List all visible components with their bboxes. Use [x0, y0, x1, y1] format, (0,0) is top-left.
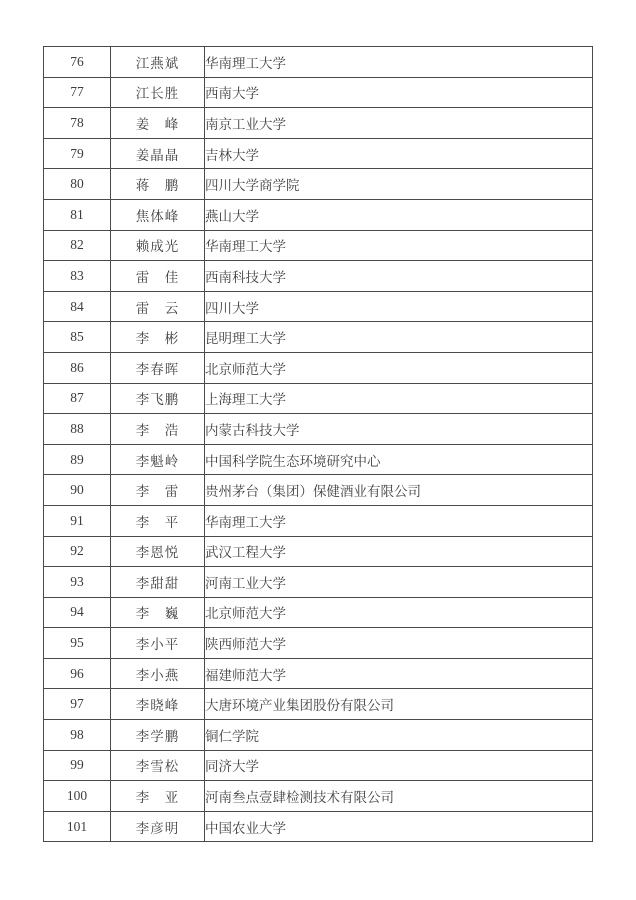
name-cell: 姜 峰: [111, 108, 205, 139]
row-number-cell: 81: [44, 199, 111, 230]
row-number-cell: 85: [44, 322, 111, 353]
table-row: [44, 505, 593, 536]
row-number-cell: 77: [44, 77, 111, 108]
table-row: [44, 628, 593, 659]
table-row: [44, 199, 593, 230]
table-row: [44, 475, 593, 506]
row-number-cell: 87: [44, 383, 111, 414]
table-row: [44, 47, 593, 78]
table-row: [44, 567, 593, 598]
table-row: [44, 261, 593, 292]
organization-cell: 四川大学商学院: [205, 169, 593, 200]
organization-cell: 贵州茅台（集团）保健酒业有限公司: [205, 475, 593, 506]
row-number-cell: 90: [44, 475, 111, 506]
table-row: [44, 77, 593, 108]
row-number-cell: 79: [44, 138, 111, 169]
row-number-cell: 95: [44, 628, 111, 659]
organization-cell: 燕山大学: [205, 199, 593, 230]
row-number-cell: 83: [44, 261, 111, 292]
name-cell: 蒋 鹏: [111, 169, 205, 200]
name-cell: 李 亚: [111, 781, 205, 812]
row-number-cell: 91: [44, 505, 111, 536]
name-cell: 李春晖: [111, 352, 205, 383]
organization-cell: 内蒙古科技大学: [205, 414, 593, 445]
name-cell: 李彦明: [111, 811, 205, 842]
table-row: [44, 108, 593, 139]
table-row: [44, 689, 593, 720]
organization-cell: 北京师范大学: [205, 597, 593, 628]
table-row: [44, 750, 593, 781]
row-number-cell: 78: [44, 108, 111, 139]
table-row: [44, 536, 593, 567]
roster-table-body: [44, 47, 593, 842]
organization-cell: 河南工业大学: [205, 567, 593, 598]
name-cell: 李晓峰: [111, 689, 205, 720]
row-number-cell: 84: [44, 291, 111, 322]
organization-cell: 华南理工大学: [205, 230, 593, 261]
name-cell: 赖成光: [111, 230, 205, 261]
organization-cell: 上海理工大学: [205, 383, 593, 414]
name-cell: 姜晶晶: [111, 138, 205, 169]
table-row: [44, 291, 593, 322]
organization-cell: 中国科学院生态环境研究中心: [205, 444, 593, 475]
row-number-cell: 89: [44, 444, 111, 475]
organization-cell: 武汉工程大学: [205, 536, 593, 567]
organization-cell: 西南大学: [205, 77, 593, 108]
row-number-cell: 101: [44, 811, 111, 842]
name-cell: 李 彬: [111, 322, 205, 353]
name-cell: 李 巍: [111, 597, 205, 628]
organization-cell: 福建师范大学: [205, 658, 593, 689]
row-number-cell: 98: [44, 720, 111, 751]
name-cell: 雷 佳: [111, 261, 205, 292]
name-cell: 李小平: [111, 628, 205, 659]
name-cell: 李雪松: [111, 750, 205, 781]
roster-table: [43, 46, 593, 842]
organization-cell: 中国农业大学: [205, 811, 593, 842]
row-number-cell: 76: [44, 47, 111, 78]
row-number-cell: 92: [44, 536, 111, 567]
name-cell: 李飞鹏: [111, 383, 205, 414]
name-cell: 李小燕: [111, 658, 205, 689]
name-cell: 李 雷: [111, 475, 205, 506]
table-row: [44, 383, 593, 414]
organization-cell: 昆明理工大学: [205, 322, 593, 353]
name-cell: 李恩悦: [111, 536, 205, 567]
organization-cell: 北京师范大学: [205, 352, 593, 383]
table-row: [44, 597, 593, 628]
row-number-cell: 80: [44, 169, 111, 200]
table-row: [44, 720, 593, 751]
table-row: [44, 658, 593, 689]
name-cell: 江燕斌: [111, 47, 205, 78]
table-row: [44, 322, 593, 353]
name-cell: 焦体峰: [111, 199, 205, 230]
name-cell: 雷 云: [111, 291, 205, 322]
organization-cell: 铜仁学院: [205, 720, 593, 751]
row-number-cell: 99: [44, 750, 111, 781]
name-cell: 李魁岭: [111, 444, 205, 475]
name-cell: 李甜甜: [111, 567, 205, 598]
row-number-cell: 94: [44, 597, 111, 628]
table-row: [44, 811, 593, 842]
row-number-cell: 93: [44, 567, 111, 598]
row-number-cell: 88: [44, 414, 111, 445]
organization-cell: 陕西师范大学: [205, 628, 593, 659]
table-row: [44, 138, 593, 169]
row-number-cell: 86: [44, 352, 111, 383]
table-row: [44, 444, 593, 475]
organization-cell: 大唐环境产业集团股份有限公司: [205, 689, 593, 720]
organization-cell: 华南理工大学: [205, 47, 593, 78]
table-row: [44, 781, 593, 812]
organization-cell: 西南科技大学: [205, 261, 593, 292]
name-cell: 李学鹏: [111, 720, 205, 751]
organization-cell: 河南叁点壹肆检测技术有限公司: [205, 781, 593, 812]
table-row: [44, 230, 593, 261]
organization-cell: 华南理工大学: [205, 505, 593, 536]
name-cell: 李 浩: [111, 414, 205, 445]
organization-cell: 南京工业大学: [205, 108, 593, 139]
name-cell: 李 平: [111, 505, 205, 536]
row-number-cell: 82: [44, 230, 111, 261]
table-row: [44, 414, 593, 445]
row-number-cell: 97: [44, 689, 111, 720]
row-number-cell: 100: [44, 781, 111, 812]
organization-cell: 四川大学: [205, 291, 593, 322]
row-number-cell: 96: [44, 658, 111, 689]
table-row: [44, 352, 593, 383]
table-row: [44, 169, 593, 200]
name-cell: 江长胜: [111, 77, 205, 108]
organization-cell: 吉林大学: [205, 138, 593, 169]
organization-cell: 同济大学: [205, 750, 593, 781]
